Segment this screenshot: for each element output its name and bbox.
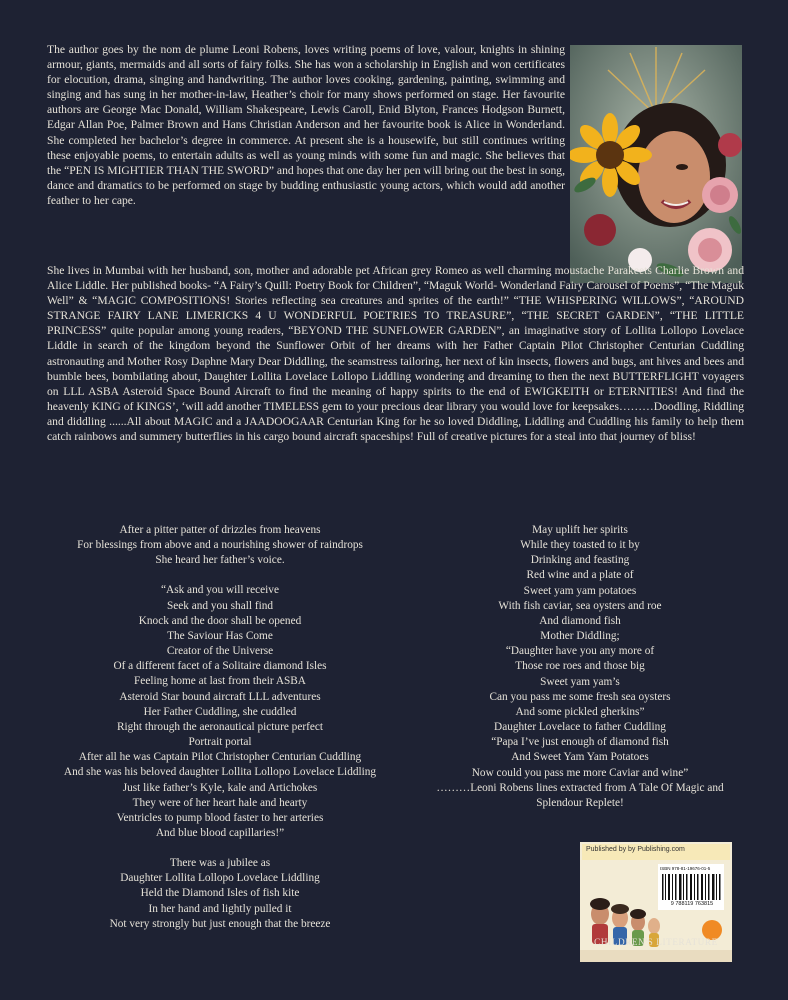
poem-line: Splendour Replete! — [536, 796, 624, 809]
poem-line: In her hand and lightly pulled it — [148, 902, 292, 915]
poem-line: While they toasted to it by — [520, 539, 640, 552]
poem-line: There was a jubilee as — [169, 857, 271, 870]
poem-line: “Papa I’ve just enough of diamond fish — [491, 736, 669, 749]
author-bio-paragraph-1: The author goes by the nom de plume Leoni Robens, loves writing poems of love, valour, knights in shining armour, giants, mermaids and all sorts of fairy folks. She has won a scholarship in English and won certificates for elocution, drama, singing and handwriting. The author loves cooking, gardening, painting, swimming and singing and has sung in her mother-in-law, Heather’s choir for many shows performed on stage. Her favourite authors are George Mac Donald, William Shakespeare, Lewis Caroll, Enid Blyton, Frances Hodgson Burnett, Edgar Allan Poe, Palmer Brown and Hans Christian Anderson and her favourite book is Alice in Wonderland. She completed her bachelor’s degree in commerce. At present she is a housewife, but still continues writing these enjoyable poems, to entertain adults as well as young minds with some fun and magic. She believes that the “PEN IS MIGHTIER THAN THE SWORD” and hopes that one day her pen will bring out the best in song, dance and dramatics to be performed on stage by budding enthusiastic young actors, which would add another feather to her cape. — [47, 43, 565, 207]
poem-line: Not very strongly but just enough that the breeze — [109, 917, 331, 930]
poem-line: And some pickled gherkins” — [515, 705, 645, 718]
poem-line: And Sweet Yam Yam Potatoes — [511, 751, 649, 764]
poem-line: The Saviour Has Come — [167, 629, 273, 642]
poem-line: Her Father Cuddling, she cuddled — [143, 705, 297, 718]
poem-line: Ventricles to pump blood faster to her arteries — [116, 811, 324, 824]
poem-line: Of a different facet of a Solitaire diamond Isles — [113, 660, 327, 673]
poem-line: Daughter Lovelace to father Cuddling — [494, 721, 666, 734]
poem-line: Those roe roes and those big — [515, 660, 645, 673]
poem-line: Red wine and a plate of — [526, 569, 634, 582]
poem-line: Now could you pass me more Caviar and wine” — [471, 766, 689, 779]
poem-line: Drinking and feasting — [530, 554, 630, 567]
poem-line: ………Leoni Robens lines extracted from A Tale Of Magic and — [436, 781, 724, 794]
barcode-number: 9 788119 763815 — [670, 901, 714, 907]
isbn-text: ISBN 978-81-19676-01-5 — [660, 866, 711, 871]
poem-line: “Ask and you will receive — [161, 584, 279, 597]
poem-line: Sweet yam yam potatoes — [523, 584, 637, 597]
author-bio-paragraph-2: She lives in Mumbai with her husband, son, mother and adorable pet African grey Romeo as well charming moustache Parakeets Charlie Brown and Alice Liddle. Her published books- “A Fairy’s Quill: Poetry Book for Children”, “Maguk World- Wonderland Fairy Carousel of Poems”, “The Maguk Well” & “MAGIC COMPOSITIONS! Stories reflecting sea creatures and sprites of the earth!” “THE WHISPERING WILLOWS”, “AROUND STRANGE FAIRY LANE LIMERICKS 4 U WONDERFUL POETRIES TO TREASURE”, “THE SECRET GARDEN”, “THE LITTLE PRINCESS” quite popular among young readers, “BEYOND THE SUNFLOWER GARDEN”, an imaginative story of Lollita Lollopo Lovelace Liddle in search of the kingdom beyond the Sunflower Orbit of her dreams with her Father Captain Pilot Christopher Centurian Cuddling astronauting and Mother Rosy Daphne Mary Dear Diddling, the seamstress tailoring, her next of kin insects, flowers and bugs, ant hives and bees and bumble bees, bombilating about, Daughter Lollita Lovelace Lollopo Liddling wondering and dreaming to then the next BUTTERFLIGHT voyagers on LLL ASBA Asteroid Space Bound Aircraft to find the meaning of happy spirits to the end of EWIGKEITH or ETERNITIES! And find the heavenly KING of KINGS’, ‘will add another TIMELESS gem to your precious dear library you would love for keepsakes………Doodling, Riddling and diddling ......All about MAGIC and a JAADOOGAAR Centurian King for he so loved Diddling, Liddling and Cuddling his family to help them catch rainbows and summery butterflies in his cargo bound aircraft spaceships! Full of creative pictures for a steal into that journey of bliss! — [47, 264, 744, 444]
poem-line: Feeling home at last from their ASBA — [134, 675, 306, 688]
poem-line: After a pitter patter of drizzles from heavens — [119, 524, 321, 536]
author-portrait-image — [570, 45, 742, 283]
poem-right-column — [410, 523, 750, 811]
poem-line: For blessings from above and a nourishing shower of raindrops — [77, 539, 363, 552]
stanza-break — [50, 568, 390, 583]
poem-line: Creator of the Universe — [166, 645, 274, 658]
poem-line: Portrait portal — [188, 736, 252, 749]
poem-line: “Daughter have you any more of — [505, 645, 655, 658]
author-photo — [570, 45, 742, 283]
category-label: CHILDREN'S LITERATURE — [594, 937, 718, 947]
poem-line: May uplift her spirits — [532, 524, 628, 536]
publisher-text: Published by by Publishing.com — [586, 846, 685, 853]
poem-line: Asteroid Star bound aircraft LLL adventures — [119, 690, 321, 703]
poem-left-column — [50, 523, 390, 932]
poem-line: Mother Diddling; — [540, 630, 620, 643]
poem-line: She heard her father’s voice. — [155, 554, 285, 567]
poem-line: Knock and the door shall be opened — [138, 614, 302, 627]
stanza-break — [50, 841, 390, 856]
poem-line: Daughter Lollita Lollopo Lovelace Liddling — [120, 872, 320, 885]
poem-line: And diamond fish — [539, 614, 621, 627]
poem-line: Can you pass me some fresh sea oysters — [489, 690, 671, 703]
poem-line: They were of her heart hale and hearty — [132, 796, 308, 809]
poem-line: Right through the aeronautical picture perfect — [116, 720, 324, 733]
poem-line: And she was his beloved daughter Lollita Lollopo Lovelace Liddling — [63, 766, 377, 779]
poem-line: With fish caviar, sea oysters and roe — [498, 599, 662, 612]
poem-line: Sweet yam yam’s — [540, 675, 620, 688]
poem-line: Held the Diamond Isles of fish kite — [140, 887, 300, 900]
poem-line: And blue blood capillaries!” — [155, 826, 285, 839]
poem-line: After all he was Captain Pilot Christopher Centurian Cuddling — [78, 751, 362, 764]
poem-line: Seek and you shall find — [166, 599, 274, 612]
poem-line: Just like father’s Kyle, kale and Artichokes — [122, 781, 318, 794]
